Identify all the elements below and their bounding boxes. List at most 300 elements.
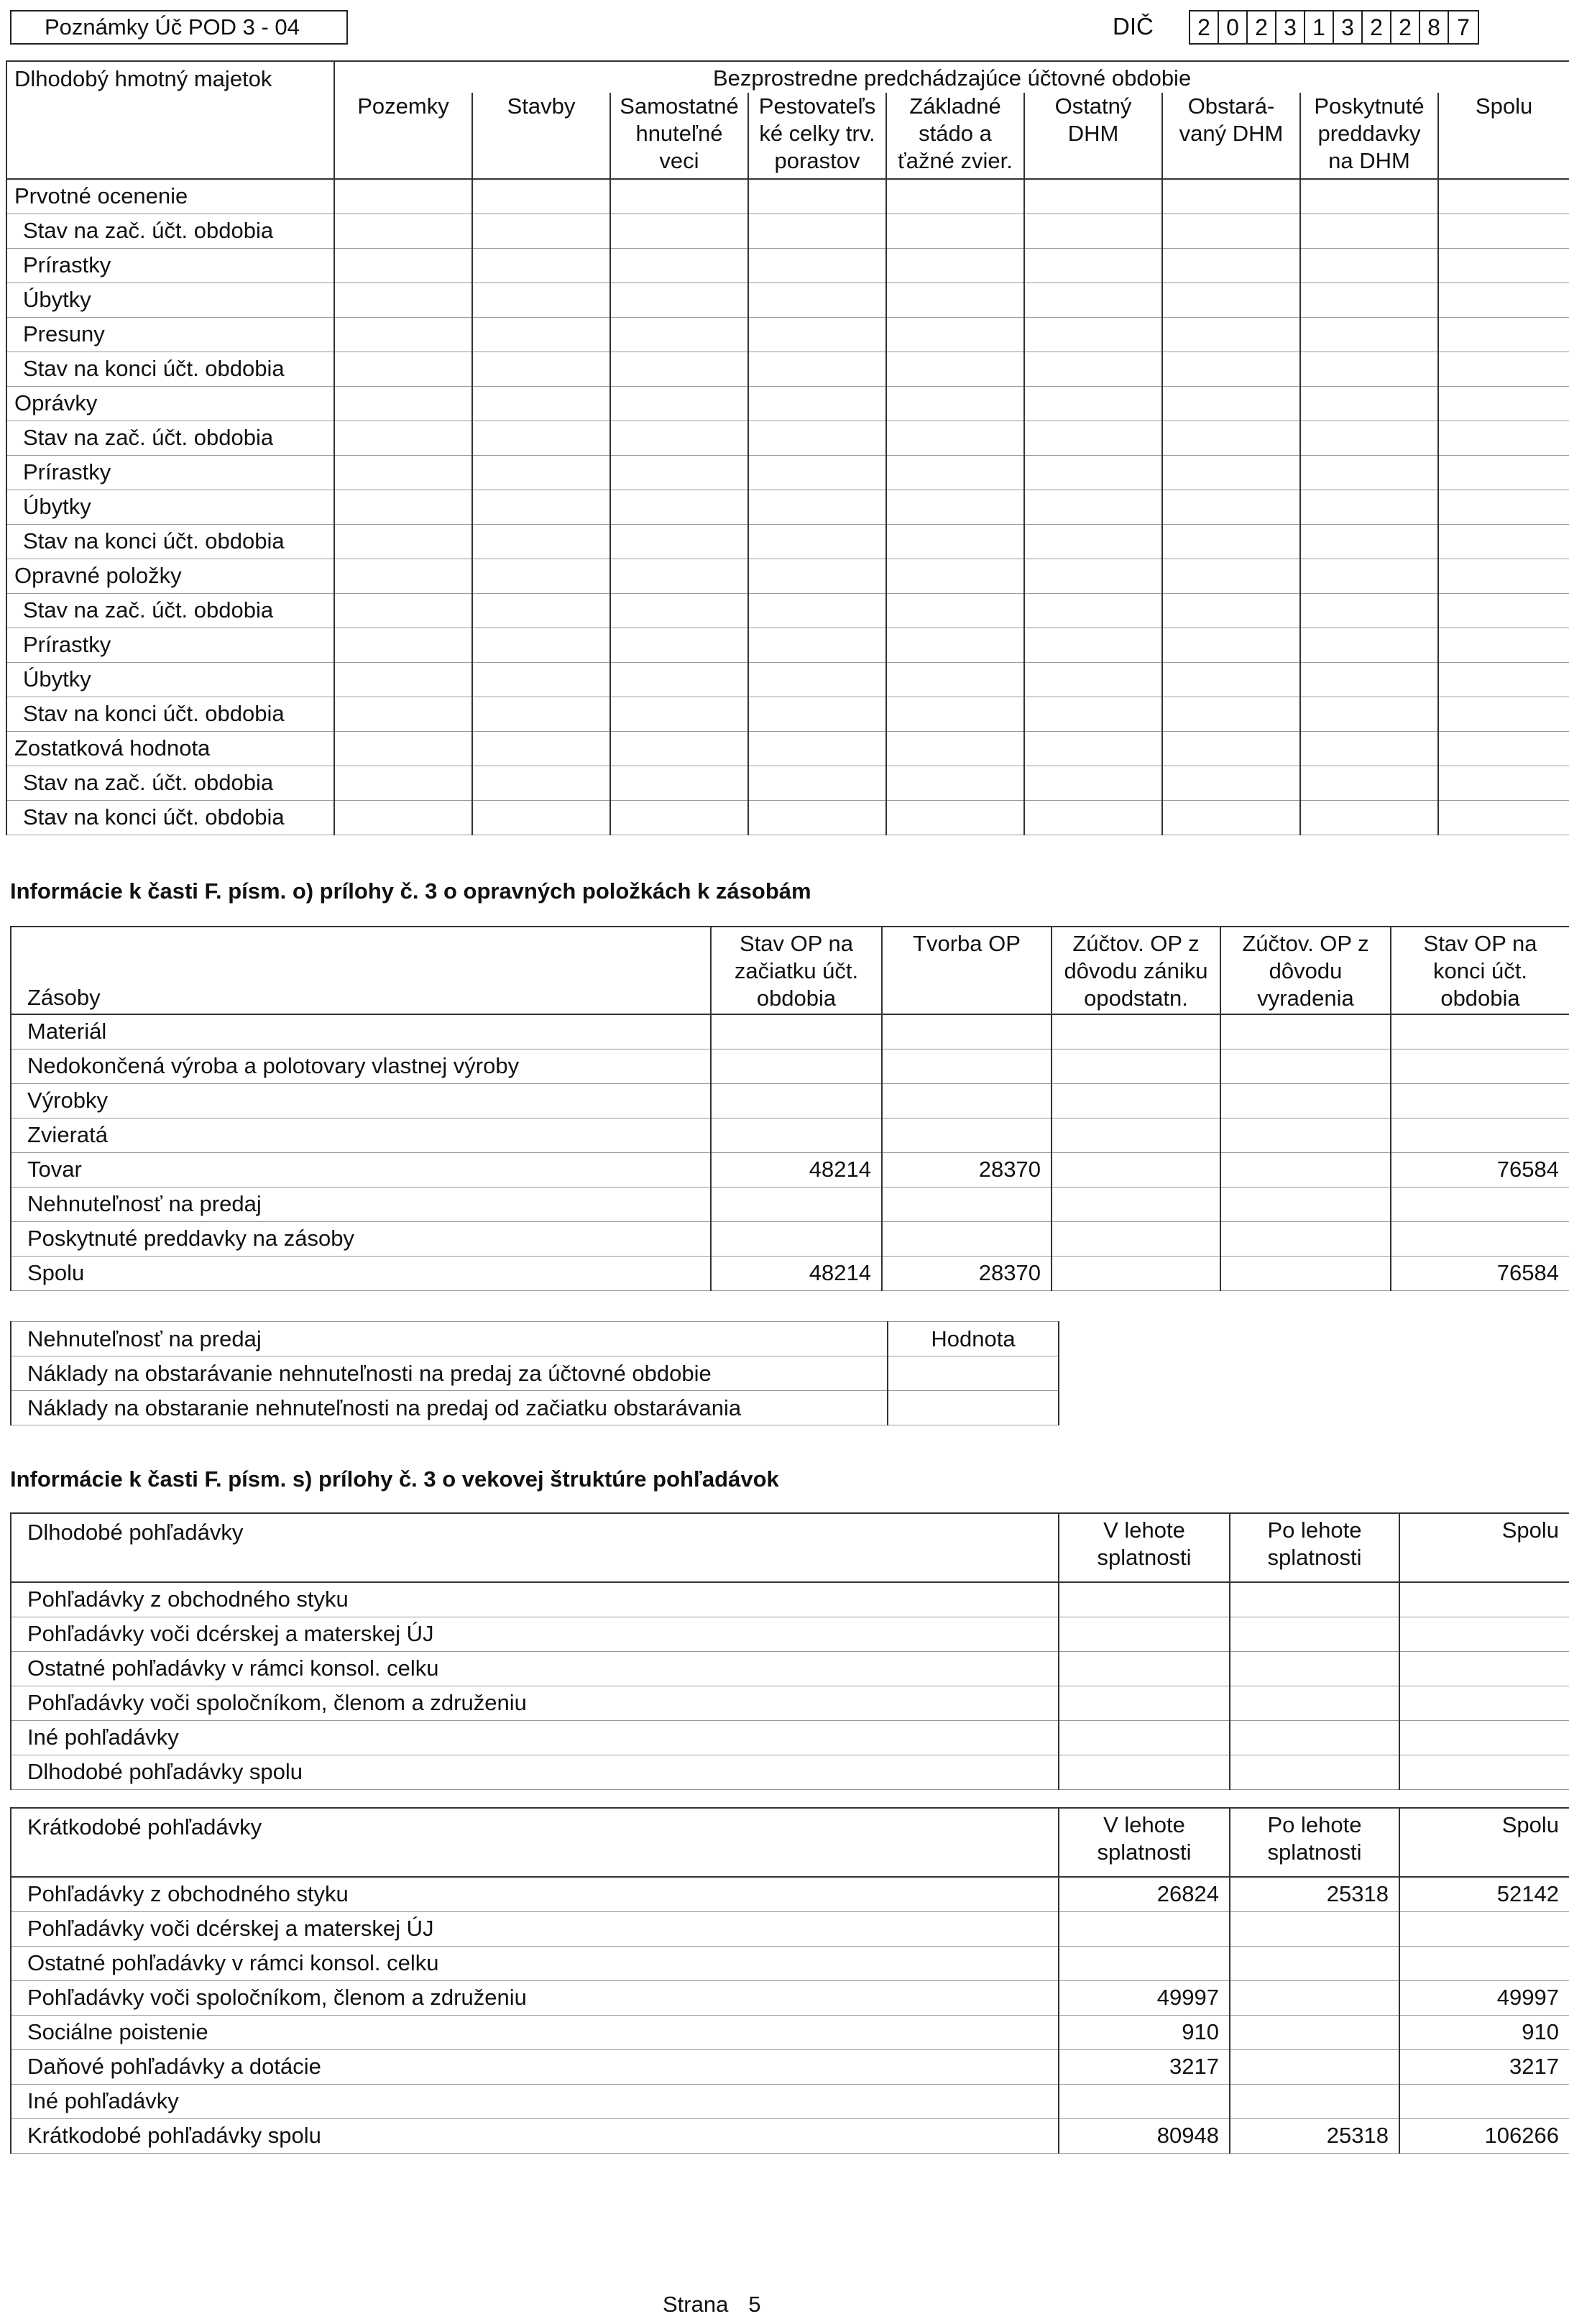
zasoby-value	[1220, 1221, 1391, 1256]
dhm-group-label: Opravné položky	[6, 559, 334, 593]
dhm-cell	[1024, 559, 1162, 593]
kratkodobe-row-label: Pohľadávky voči spoločníkom, členom a združeniu	[11, 1980, 1059, 2015]
dhm-cell	[748, 559, 886, 593]
zasoby-row	[11, 1221, 1569, 1256]
dlhodobe-row	[11, 1617, 1569, 1651]
zasoby-row-label: Tovar	[11, 1152, 711, 1187]
kratkodobe-column-header	[1059, 1808, 1230, 1877]
dhm-row	[6, 766, 1569, 800]
kratkodobe-row	[11, 2118, 1569, 2153]
kratkodobe-value	[1059, 2084, 1230, 2118]
dhm-cell	[1438, 559, 1569, 593]
kratkodobe-row	[11, 1946, 1569, 1980]
dlhodobe-value	[1399, 1720, 1569, 1755]
zasoby-value: 76584	[1391, 1256, 1569, 1290]
page-number: 5	[748, 2292, 761, 2317]
dhm-cell	[610, 731, 748, 766]
dhm-cell	[886, 213, 1024, 248]
dhm-column-header-line: ťažné zvier.	[898, 148, 1013, 173]
zasoby-value	[1391, 1187, 1569, 1221]
dlhodobe-value	[1059, 1755, 1230, 1789]
dlhodobe-column-header-line: splatnosti	[1267, 1545, 1362, 1570]
zasoby-column-header	[882, 927, 1052, 1014]
zasoby-column-header	[1391, 927, 1569, 1014]
kratkodobe-value	[1230, 1911, 1399, 1946]
dhm-cell	[610, 421, 748, 455]
dhm-column-header-line: hnuteľné	[635, 121, 723, 146]
zasoby-column-header-line: konci účt.	[1433, 958, 1527, 983]
zasoby-value	[882, 1049, 1052, 1083]
dhm-column-header-line: Samostatné	[620, 93, 739, 119]
dhm-cell	[610, 213, 748, 248]
dlhodobe-row-label: Ostatné pohľadávky v rámci konsol. celku	[11, 1651, 1059, 1686]
dic-digits	[1189, 10, 1479, 45]
dhm-cell	[1024, 524, 1162, 559]
dic-digit: 8	[1420, 12, 1449, 43]
zasoby-value	[711, 1014, 882, 1049]
dhm-row	[6, 179, 1569, 213]
dhm-cell	[748, 662, 886, 697]
dhm-cell	[748, 352, 886, 386]
dhm-cell	[748, 800, 886, 835]
dhm-column-header-line: Základné	[909, 93, 1001, 119]
dhm-cell	[886, 317, 1024, 352]
dhm-cell	[1300, 559, 1438, 593]
dhm-cell	[1438, 593, 1569, 628]
kratkodobe-row	[11, 2049, 1569, 2084]
dhm-cell	[1162, 766, 1300, 800]
zasoby-value	[1220, 1049, 1391, 1083]
kratkodobe-value: 80948	[1059, 2118, 1230, 2153]
kratkodobe-row-label: Pohľadávky voči dcérskej a materskej ÚJ	[11, 1911, 1059, 1946]
dhm-row	[6, 317, 1569, 352]
dhm-cell	[748, 317, 886, 352]
dhm-column-header-line: Obstará-	[1187, 93, 1275, 119]
dhm-row-label: Úbytky	[6, 662, 334, 697]
kratkodobe-value: 25318	[1230, 1877, 1399, 1911]
dhm-cell	[472, 490, 610, 524]
nehnutelnost-table	[10, 1321, 1059, 1425]
zasoby-value	[1220, 1014, 1391, 1049]
dhm-row-label: Stav na konci účt. obdobia	[6, 352, 334, 386]
dhm-column-header-line: ké celky trv.	[759, 121, 875, 146]
dhm-column-header-line: preddavky	[1317, 121, 1421, 146]
dhm-cell	[472, 455, 610, 490]
dhm-row-label: Prírastky	[6, 248, 334, 283]
dhm-row	[6, 628, 1569, 662]
zasoby-row	[11, 1014, 1569, 1049]
kratkodobe-value: 49997	[1399, 1980, 1569, 2015]
kratkodobe-value: 49997	[1059, 1980, 1230, 2015]
dhm-row-label: Úbytky	[6, 490, 334, 524]
zasoby-value	[711, 1118, 882, 1152]
dlhodobe-value	[1059, 1720, 1230, 1755]
nehnutelnost-row	[11, 1356, 1059, 1391]
kratkodobe-column-header-line: splatnosti	[1097, 1840, 1192, 1865]
dhm-cell	[748, 455, 886, 490]
zasoby-row-label: Materiál	[11, 1014, 711, 1049]
dhm-column-header	[472, 93, 610, 179]
dhm-row	[6, 490, 1569, 524]
dhm-column-header-line: veci	[659, 148, 699, 173]
dhm-row-label: Stav na zač. účt. obdobia	[6, 421, 334, 455]
dhm-cell	[886, 352, 1024, 386]
dhm-cell	[334, 490, 472, 524]
kratkodobe-value	[1230, 1980, 1399, 2015]
zasoby-value	[882, 1187, 1052, 1221]
dhm-cell	[1300, 352, 1438, 386]
dhm-column-header-line: Spolu	[1475, 93, 1533, 119]
dhm-cell	[1300, 317, 1438, 352]
dhm-cell	[1438, 662, 1569, 697]
zasoby-column-header	[1052, 927, 1220, 1014]
dhm-cell	[1162, 386, 1300, 421]
zasoby-value	[1052, 1118, 1220, 1152]
dhm-cell	[472, 559, 610, 593]
dhm-cell	[748, 283, 886, 317]
dhm-cell	[886, 662, 1024, 697]
zasoby-value	[1220, 1118, 1391, 1152]
dhm-cell	[886, 800, 1024, 835]
dlhodobe-value	[1230, 1720, 1399, 1755]
dhm-cell	[1300, 455, 1438, 490]
dhm-cell	[1162, 455, 1300, 490]
zasoby-value	[1052, 1187, 1220, 1221]
dic-digit: 2	[1248, 12, 1276, 43]
zasoby-row	[11, 1118, 1569, 1152]
dhm-cell	[334, 628, 472, 662]
dhm-row-label: Úbytky	[6, 283, 334, 317]
kratkodobe-value: 52142	[1399, 1877, 1569, 1911]
zasoby-value	[1052, 1049, 1220, 1083]
zasoby-column-header-line: dôvodu zániku	[1064, 958, 1208, 983]
dlhodobe-row-label: Pohľadávky voči dcérskej a materskej ÚJ	[11, 1617, 1059, 1651]
dhm-cell	[1438, 179, 1569, 213]
dhm-cell	[472, 179, 610, 213]
zasoby-row-label: Nehnuteľnosť na predaj	[11, 1187, 711, 1221]
dhm-cell	[472, 662, 610, 697]
kratkodobe-row	[11, 1911, 1569, 1946]
dhm-cell	[748, 697, 886, 731]
dhm-cell	[334, 559, 472, 593]
dhm-cell	[610, 593, 748, 628]
dhm-group-label: Prvotné ocenenie	[6, 179, 334, 213]
dhm-row	[6, 352, 1569, 386]
dhm-cell	[1300, 213, 1438, 248]
dhm-cell	[610, 179, 748, 213]
zasoby-row	[11, 1187, 1569, 1221]
dhm-column-header	[334, 93, 472, 179]
dhm-cell	[748, 248, 886, 283]
dlhodobe-column-header-line: V lehote	[1103, 1517, 1185, 1543]
kratkodobe-value	[1230, 1946, 1399, 1980]
dhm-cell	[886, 421, 1024, 455]
dhm-row	[6, 800, 1569, 835]
dlhodobe-row-label: Dlhodobé pohľadávky spolu	[11, 1755, 1059, 1789]
dhm-row-label: Stav na zač. účt. obdobia	[6, 766, 334, 800]
dhm-cell	[1300, 766, 1438, 800]
zasoby-row	[11, 1083, 1569, 1118]
dhm-cell	[886, 697, 1024, 731]
dlhodobe-column-header	[1059, 1513, 1230, 1582]
dlhodobe-row-label: Iné pohľadávky	[11, 1720, 1059, 1755]
dhm-cell	[610, 490, 748, 524]
dhm-cell	[472, 283, 610, 317]
kratkodobe-value	[1399, 1911, 1569, 1946]
dhm-cell	[1024, 386, 1162, 421]
dhm-title: Dlhodobý hmotný majetok	[6, 61, 334, 179]
zasoby-value: 48214	[711, 1256, 882, 1290]
dhm-column-header-line: Stavby	[507, 93, 576, 119]
dhm-cell	[1024, 697, 1162, 731]
dhm-row-label: Prírastky	[6, 455, 334, 490]
zasoby-value: 28370	[882, 1152, 1052, 1187]
dhm-row	[6, 524, 1569, 559]
dlhodobe-row	[11, 1582, 1569, 1617]
zasoby-column-header-line: Tvorba OP	[913, 931, 1021, 956]
kratkodobe-title: Krátkodobé pohľadávky	[11, 1808, 1059, 1877]
dhm-cell	[1024, 213, 1162, 248]
dhm-cell	[472, 317, 610, 352]
zasoby-value	[1391, 1083, 1569, 1118]
zasoby-column-header-line: Zúčtov. OP z	[1242, 931, 1369, 956]
dhm-cell	[334, 697, 472, 731]
dhm-cell	[472, 593, 610, 628]
dlhodobe-value	[1059, 1582, 1230, 1617]
dhm-row	[6, 248, 1569, 283]
zasoby-value	[1391, 1014, 1569, 1049]
zasoby-column-header-line: Zúčtov. OP z	[1072, 931, 1200, 956]
zasoby-value	[882, 1014, 1052, 1049]
dhm-cell	[334, 524, 472, 559]
kratkodobe-value	[1399, 1946, 1569, 1980]
zasoby-table	[10, 926, 1569, 1291]
dhm-cell	[1300, 731, 1438, 766]
dhm-cell	[886, 766, 1024, 800]
dlhodobe-row-label: Pohľadávky z obchodného styku	[11, 1582, 1059, 1617]
dhm-cell	[1162, 800, 1300, 835]
dhm-cell	[1024, 421, 1162, 455]
dhm-cell	[1162, 213, 1300, 248]
dlhodobe-value	[1230, 1617, 1399, 1651]
dhm-row-label: Stav na konci účt. obdobia	[6, 697, 334, 731]
dlhodobe-value	[1059, 1686, 1230, 1720]
zasoby-row-label: Nedokončená výroba a polotovary vlastnej výroby	[11, 1049, 711, 1083]
dhm-cell	[1162, 662, 1300, 697]
dlhodobe-value	[1230, 1582, 1399, 1617]
kratkodobe-value	[1230, 2015, 1399, 2049]
dhm-cell	[748, 421, 886, 455]
dhm-cell	[886, 283, 1024, 317]
dhm-cell	[472, 628, 610, 662]
kratkodobe-value: 3217	[1399, 2049, 1569, 2084]
dlhodobe-value	[1399, 1755, 1569, 1789]
page-label: Strana	[663, 2292, 729, 2317]
dhm-cell	[610, 455, 748, 490]
dhm-cell	[1024, 731, 1162, 766]
zasoby-row-label: Poskytnuté preddavky na zásoby	[11, 1221, 711, 1256]
zasoby-value	[1391, 1118, 1569, 1152]
dhm-cell	[610, 697, 748, 731]
kratkodobe-row	[11, 1980, 1569, 2015]
dhm-cell	[748, 628, 886, 662]
dhm-cell	[748, 593, 886, 628]
zasoby-row	[11, 1256, 1569, 1290]
dhm-cell	[472, 800, 610, 835]
zasoby-title: Zásoby	[11, 927, 711, 1014]
kratkodobe-row-label: Daňové pohľadávky a dotácie	[11, 2049, 1059, 2084]
dhm-cell	[1024, 248, 1162, 283]
dlhodobe-row-label: Pohľadávky voči spoločníkom, členom a združeniu	[11, 1686, 1059, 1720]
dhm-cell	[1300, 179, 1438, 213]
dhm-cell	[1162, 524, 1300, 559]
dhm-cell	[748, 490, 886, 524]
dhm-cell	[886, 593, 1024, 628]
dlhodobe-value	[1399, 1686, 1569, 1720]
page-footer	[663, 2292, 781, 2318]
kratkodobe-column-header-line: V lehote	[1103, 1812, 1185, 1837]
dlhodobe-value	[1399, 1617, 1569, 1651]
dhm-column-header-line: Ostatný	[1054, 93, 1132, 119]
dhm-row	[6, 697, 1569, 731]
dhm-cell	[1300, 421, 1438, 455]
zasoby-column-header-line: Stav OP na	[1423, 931, 1537, 956]
dhm-cell	[1438, 524, 1569, 559]
zasoby-column-header-line: dôvodu	[1269, 958, 1343, 983]
dhm-cell	[472, 213, 610, 248]
kratkodobe-row-label: Iné pohľadávky	[11, 2084, 1059, 2118]
dlhodobe-column-header	[1230, 1513, 1399, 1582]
dhm-cell	[1300, 662, 1438, 697]
zasoby-column-header-line: opodstatn.	[1084, 986, 1188, 1011]
dhm-cell	[748, 524, 886, 559]
kratkodobe-value: 3217	[1059, 2049, 1230, 2084]
zasoby-column-header-line: obdobia	[756, 986, 837, 1011]
dhm-group-label: Oprávky	[6, 386, 334, 421]
dhm-column-header	[748, 93, 886, 179]
kratkodobe-value	[1059, 1946, 1230, 1980]
dlhodobe-column-header	[1399, 1513, 1569, 1582]
dhm-cell	[472, 386, 610, 421]
zasoby-value: 76584	[1391, 1152, 1569, 1187]
dhm-cell	[748, 179, 886, 213]
zasoby-row	[11, 1049, 1569, 1083]
dhm-cell	[1300, 628, 1438, 662]
kratkodobe-row-label: Ostatné pohľadávky v rámci konsol. celku	[11, 1946, 1059, 1980]
dhm-cell	[1300, 800, 1438, 835]
zasoby-value: 28370	[882, 1256, 1052, 1290]
zasoby-value	[882, 1118, 1052, 1152]
zasoby-value: 48214	[711, 1152, 882, 1187]
kratkodobe-value: 25318	[1230, 2118, 1399, 2153]
dlhodobe-row	[11, 1686, 1569, 1720]
dhm-cell	[1162, 179, 1300, 213]
dlhodobe-value	[1399, 1651, 1569, 1686]
dhm-cell	[1024, 593, 1162, 628]
zasoby-row-label: Zvieratá	[11, 1118, 711, 1152]
dhm-cell	[334, 800, 472, 835]
nehnutelnost-value	[888, 1356, 1059, 1391]
dhm-cell	[886, 455, 1024, 490]
dhm-cell	[334, 731, 472, 766]
dic-digit: 3	[1334, 12, 1363, 43]
dhm-cell	[334, 317, 472, 352]
dhm-cell	[1162, 352, 1300, 386]
zasoby-value	[1052, 1221, 1220, 1256]
dhm-cell	[1438, 800, 1569, 835]
dhm-cell	[1438, 697, 1569, 731]
kratkodobe-column-header-line: splatnosti	[1267, 1840, 1362, 1865]
dhm-cell	[1162, 490, 1300, 524]
dhm-cell	[1438, 455, 1569, 490]
dhm-cell	[1024, 766, 1162, 800]
dhm-column-header	[1162, 93, 1300, 179]
kratkodobe-pohladavky-table	[10, 1807, 1569, 2154]
kratkodobe-row-label: Krátkodobé pohľadávky spolu	[11, 2118, 1059, 2153]
dhm-cell	[1438, 628, 1569, 662]
dhm-cell	[610, 559, 748, 593]
dhm-row	[6, 213, 1569, 248]
dhm-cell	[1162, 559, 1300, 593]
kratkodobe-row	[11, 1877, 1569, 1911]
zasoby-row-label: Výrobky	[11, 1083, 711, 1118]
dic-label: DIČ	[1113, 13, 1154, 40]
dhm-cell	[748, 213, 886, 248]
dhm-cell	[886, 179, 1024, 213]
nehnutelnost-value	[888, 1391, 1059, 1425]
kratkodobe-row	[11, 2084, 1569, 2118]
kratkodobe-column-header-line: Spolu	[1501, 1812, 1559, 1837]
dhm-cell	[334, 213, 472, 248]
dlhodobe-title: Dlhodobé pohľadávky	[11, 1513, 1059, 1582]
dhm-cell	[1438, 352, 1569, 386]
dhm-cell	[1438, 248, 1569, 283]
zasoby-value	[1052, 1014, 1220, 1049]
dhm-cell	[1024, 662, 1162, 697]
dhm-column-header	[1024, 93, 1162, 179]
dhm-row-label: Stav na zač. účt. obdobia	[6, 593, 334, 628]
dhm-cell	[1438, 386, 1569, 421]
dhm-cell	[886, 248, 1024, 283]
dhm-cell	[886, 386, 1024, 421]
zasoby-value	[1220, 1187, 1391, 1221]
dhm-column-header-line: porastov	[774, 148, 860, 173]
dhm-cell	[472, 248, 610, 283]
dhm-column-header	[1300, 93, 1438, 179]
dhm-cell	[334, 179, 472, 213]
dhm-row	[6, 593, 1569, 628]
dhm-cell	[334, 386, 472, 421]
dhm-row-label: Presuny	[6, 317, 334, 352]
zasoby-value	[1391, 1221, 1569, 1256]
dhm-cell	[472, 766, 610, 800]
dhm-cell	[472, 697, 610, 731]
dhm-cell	[886, 628, 1024, 662]
dhm-cell	[1438, 317, 1569, 352]
dlhodobe-value	[1230, 1651, 1399, 1686]
dhm-table	[6, 60, 1569, 835]
dhm-cell	[334, 421, 472, 455]
dhm-column-header	[1438, 93, 1569, 179]
dlhodobe-row	[11, 1755, 1569, 1789]
dhm-column-header-line: stádo a	[919, 121, 992, 146]
dhm-cell	[610, 662, 748, 697]
zasoby-row	[11, 1152, 1569, 1187]
dhm-cell	[1300, 386, 1438, 421]
dhm-cell	[1162, 317, 1300, 352]
dhm-cell	[472, 352, 610, 386]
zasoby-column-header-line: obdobia	[1440, 986, 1520, 1011]
